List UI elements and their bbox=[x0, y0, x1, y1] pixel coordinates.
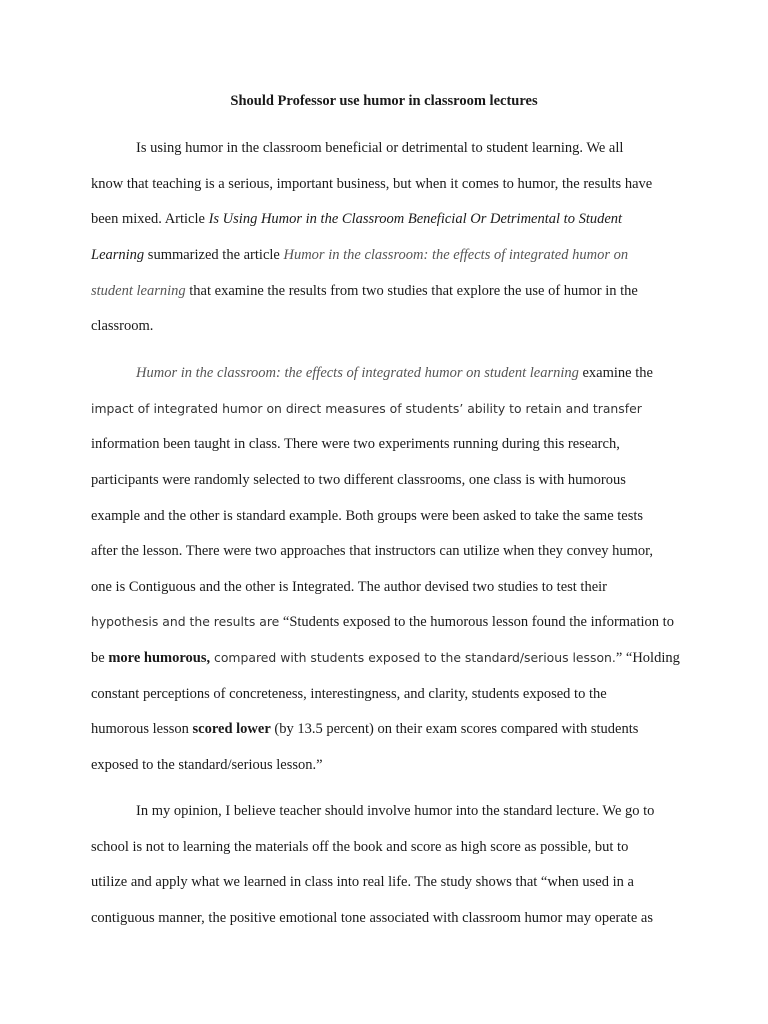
text-run-sans: hypothesis and the results are bbox=[91, 614, 280, 629]
paragraph-3-line-4: contiguous manner, the positive emotional tone associated with classroom humor may operate as bbox=[91, 910, 653, 926]
paragraph-2-line-4: participants were randomly selected to two different classrooms, one class is with humorous bbox=[91, 472, 626, 488]
text-run-sans: compared with students exposed to the standard/serious lesson. bbox=[210, 650, 616, 665]
article-title-italic-gray: Humor in the classroom: the effects of integrated humor on student learning bbox=[136, 365, 579, 381]
paragraph-2-line-8 bbox=[91, 613, 674, 631]
paragraph-2-line-10: constant perceptions of concreteness, interestingness, and clarity, students exposed to the bbox=[91, 686, 607, 702]
article-title-italic: Learning bbox=[91, 247, 145, 263]
paragraph-2-line-11 bbox=[91, 720, 638, 738]
quote-run: ” “Holding bbox=[615, 650, 680, 666]
paragraph-1-line-4 bbox=[91, 246, 628, 264]
paragraph-1-line-1: Is using humor in the classroom beneficial or detrimental to student learning. We all bbox=[136, 140, 624, 156]
paragraph-1-line-5 bbox=[91, 282, 638, 300]
article-title-italic-gray: student learning bbox=[91, 283, 186, 299]
paragraph-2-line-3: information been taught in class. There were two experiments running during this research, bbox=[91, 436, 620, 452]
text-run: summarized the article bbox=[144, 247, 284, 263]
emphasis-bold: scored lower bbox=[192, 721, 271, 737]
paragraph-1-line-3 bbox=[91, 210, 622, 228]
paragraph-2-line-6: after the lesson. There were two approaches that instructors can utilize when they convey humor, bbox=[91, 543, 654, 559]
emphasis-bold: more humorous, bbox=[108, 650, 211, 666]
text-run: be bbox=[91, 650, 109, 666]
document-title: Should Professor use humor in classroom lectures bbox=[230, 93, 538, 109]
article-title-italic: Is Using Humor in the Classroom Beneficial Or Detrimental to Student bbox=[208, 211, 623, 227]
text-run: examine the bbox=[578, 365, 653, 381]
paragraph-3-line-1: In my opinion, I believe teacher should involve humor into the standard lecture. We go to bbox=[136, 803, 655, 819]
article-title-italic-gray: Humor in the classroom: the effects of integrated humor on bbox=[283, 247, 629, 263]
text-run: (by 13.5 percent) on their exam scores compared with students bbox=[270, 721, 639, 737]
paragraph-1-line-6: classroom. bbox=[91, 318, 154, 334]
paragraph-3-line-2: school is not to learning the materials off the book and score as high score as possible, but to bbox=[91, 839, 629, 855]
paragraph-2-line-2: impact of integrated humor on direct measures of students’ ability to retain and transfer bbox=[91, 401, 642, 416]
paragraph-2-line-1 bbox=[136, 364, 653, 382]
text-run: been mixed. Article bbox=[91, 211, 209, 227]
text-run: humorous lesson bbox=[91, 721, 193, 737]
paragraph-2-line-7: one is Contiguous and the other is Integrated. The author devised two studies to test their bbox=[91, 579, 607, 595]
paragraph-1-line-2: know that teaching is a serious, important business, but when it comes to humor, the results have bbox=[91, 176, 653, 192]
paragraph-2-line-9 bbox=[91, 649, 680, 667]
text-run: that examine the results from two studies that explore the use of humor in the bbox=[185, 283, 638, 299]
paragraph-3-line-3: utilize and apply what we learned in class into real life. The study shows that “when used in a bbox=[91, 874, 634, 890]
paragraph-2-line-5: example and the other is standard example. Both groups were been asked to take the same tests bbox=[91, 508, 644, 524]
paragraph-2-line-12: exposed to the standard/serious lesson.” bbox=[91, 757, 323, 773]
quote-run: “Students exposed to the humorous lesson found the information to bbox=[279, 614, 674, 630]
